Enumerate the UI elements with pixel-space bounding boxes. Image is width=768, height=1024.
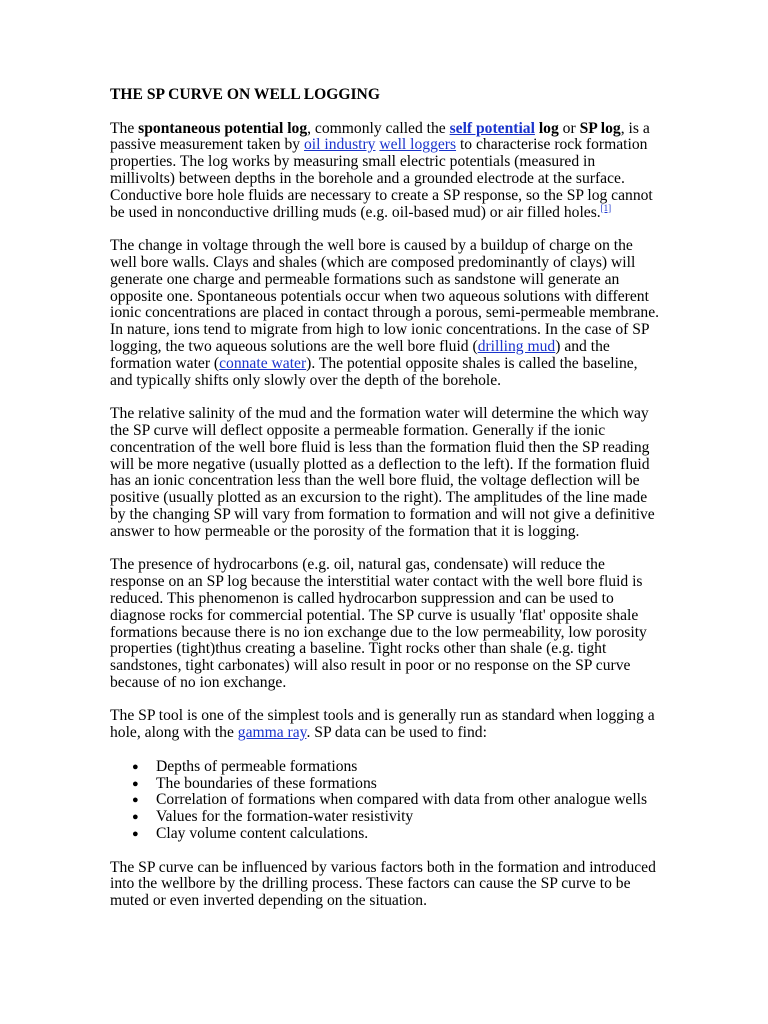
paragraph-3: The relative salinity of the mud and the formation water will determine the which way the SP curve will deflect opposite a permeable formation. Generally if the ionic concentration of the well bore fluid is less than the formation fluid then the SP reading will be more negative (usually plotted as a deflection to the left). If the formation fluid has an ionic concentration less than the well bore fluid, the voltage deflection will be positive (usually plotted as an excursion to the right). The amplitudes of the line made by the changing SP will vary from formation to formation and will not give a definitive answer to how permeable or the porosity of the formation that it is logging. (110, 405, 655, 540)
text-span: The SP tool is one of the simplest tools and is generally run as standard when logging a hole, along with the (110, 707, 655, 742)
list-item-text: The boundaries of these formations (156, 774, 377, 792)
list-item (132, 791, 660, 809)
text-span: ) and the formation water ( (110, 337, 610, 372)
bullet-icon: ● (132, 777, 139, 790)
reference-link[interactable]: [1] (600, 202, 612, 213)
list-item-text: Values for the formation-water resistivity (156, 808, 414, 826)
paragraph-4: The presence of hydrocarbons (e.g. oil, natural gas, condensate) will reduce the response on an SP log because the interstitial water contact with the well bore fluid is reduced. This phenomenon is called hydrocarbon suppression and can be used to diagnose rocks for commercial potential. The SP curve is usually 'flat' opposite shale formations because there is no ion exchange due to the low permeability, low porosity properties (tight)thus creating a baseline. Tight rocks other than shale (e.g. tight sandstones, tight carbonates) will also result in poor or no response on the SP curve because of no ion exchange. (110, 556, 647, 691)
link-gamma-ray[interactable]: gamma ray (237, 724, 307, 742)
list-item (132, 808, 660, 826)
document-title: THE SP CURVE ON WELL LOGGING (110, 86, 380, 103)
list-item-text: Correlation of formations when compared with data from other analogue wells (156, 791, 648, 809)
list-item (132, 774, 660, 793)
text-span: The change in voltage through the well bore is caused by a buildup of charge on the well bore walls. Clays and shales (which are composed predominantly of clays) will generate one charge and permeable formations such as sandstone will generate an opposite one. Spontaneous potentials occur when two aqueous solutions with different ionic concentrations are placed in contact through a porous, semi-permeable membrane. In nature, ions tend to migrate from high to low ionic concentrations. In the case of SP logging, the two aqueous solutions are the well bore fluid ( (110, 237, 660, 355)
text-span: to characterise rock formation properties. The log works by measuring small electric potentials (measured in millivolts) between depths in the borehole and a grounded electrode at the surface. Conductive bore hole fluids are necessary to create a SP response, so the SP log cannot be used in nonconductive drilling muds (e.g. oil-based mud) or air filled holes. (110, 136, 653, 221)
paragraph-2 (110, 238, 660, 389)
text-span: , commonly called the (307, 119, 450, 137)
list-item (132, 825, 660, 843)
link-self-potential[interactable]: self potential (449, 119, 535, 137)
bold-term: SP log (579, 119, 621, 137)
text-span: . SP data can be used to find: (306, 724, 487, 742)
paragraph-1 (110, 121, 660, 222)
text-span: or (558, 119, 580, 137)
link-well-loggers[interactable]: well loggers (379, 136, 457, 154)
list-item (132, 757, 660, 776)
bullet-icon: ● (132, 811, 139, 824)
paragraph-6: The SP curve can be influenced by various factors both in the formation and introduced into the wellbore by the drilling process. These factors can cause the SP curve to be muted or even inverted depending on the situation. (110, 858, 656, 910)
link-oil-industry[interactable]: oil industry (304, 136, 376, 154)
link-drilling-mud[interactable]: drilling mud (477, 337, 556, 355)
list-item-text: Clay volume content calculations. (156, 825, 369, 843)
bold-term: spontaneous potential log (138, 119, 308, 137)
text-span: , is a passive measurement taken by (110, 119, 650, 154)
bold-term: log (538, 119, 559, 137)
uses-list (110, 759, 660, 843)
bullet-icon: ● (132, 828, 139, 841)
bullet-icon: ● (132, 760, 139, 773)
bullet-icon: ● (132, 794, 139, 807)
text-span: The (110, 119, 139, 137)
list-item-text: Depths of permeable formations (156, 757, 358, 775)
link-connate-water[interactable]: connate water (219, 354, 307, 372)
paragraph-5 (110, 708, 660, 742)
document-body (110, 87, 660, 927)
text-span: ). The potential opposite shales is called the baseline, and typically shifts only slowly over the depth of the borehole. (110, 354, 638, 389)
